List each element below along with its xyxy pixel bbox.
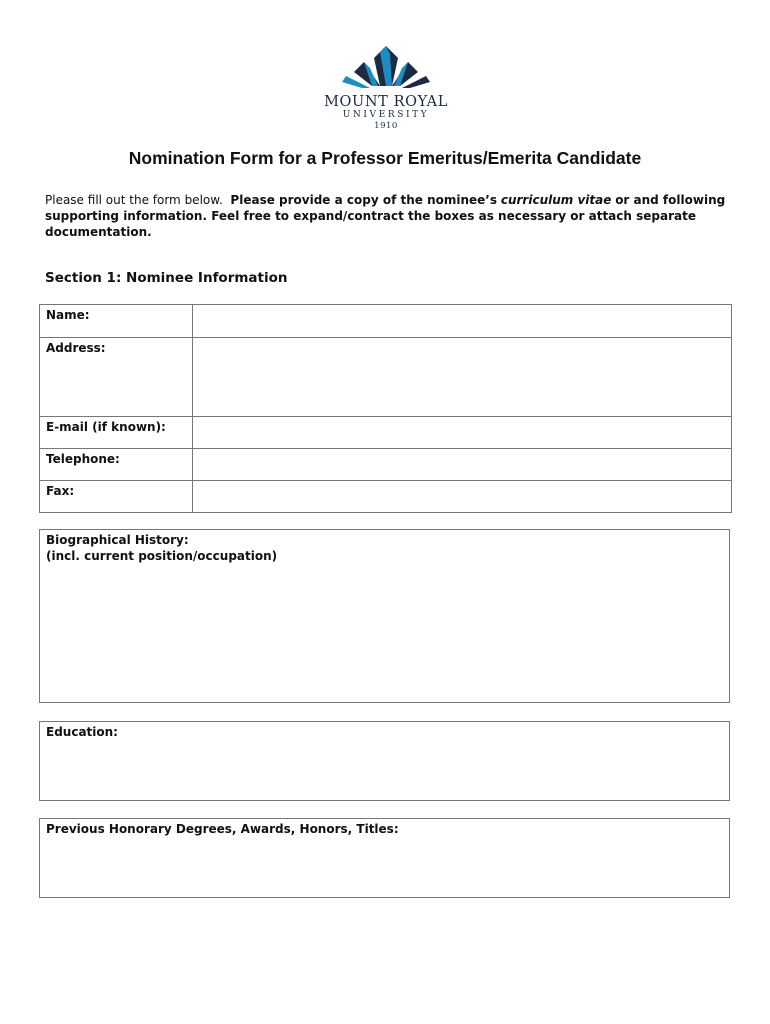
logo-wordmark: MOUNT ROYAL [324,94,448,110]
email-label: E-mail (if known): [40,417,193,449]
logo-year: 1910 [374,121,398,131]
education-box[interactable] [39,721,730,801]
biography-label: Biographical History: [46,533,189,547]
honors-box[interactable] [39,818,730,898]
name-label: Name: [40,305,193,338]
fax-label: Fax: [40,481,193,513]
crown-leaf-icon [340,44,432,90]
intro-bold-b: or and following supporting information. Feel free to expand/contract the boxes as necessary or attach separate documentation. [45,193,726,239]
field-row-email [40,417,732,449]
fax-field[interactable] [193,481,732,513]
section-1-title: Section 1: Nominee Information [45,270,288,286]
address-field[interactable] [193,338,732,417]
education-label: Education: [46,725,118,739]
field-row-name [40,305,732,338]
field-row-telephone [40,449,732,481]
telephone-label: Telephone: [40,449,193,481]
biography-sublabel: (incl. current position/occupation) [46,549,278,563]
telephone-field[interactable] [193,449,732,481]
name-field[interactable] [193,305,732,338]
intro-plain: Please fill out the form below. [45,193,223,207]
form-title: Nomination Form for a Professor Emeritus/Emerita Candidate [128,148,642,168]
biography-box[interactable] [39,529,730,703]
intro-italic: curriculum vitae [500,193,612,207]
honors-label: Previous Honorary Degrees, Awards, Honors, Titles: [46,822,399,836]
intro-paragraph [45,192,745,240]
field-row-fax [40,481,732,513]
logo-subtitle: UNIVERSITY [342,110,430,120]
intro-bold-a: Please provide a copy of the nominee’s [230,193,498,207]
email-field[interactable] [193,417,732,449]
nominee-info-table [39,304,732,513]
field-row-address [40,338,732,417]
university-logo [318,44,454,131]
address-label: Address: [40,338,193,417]
